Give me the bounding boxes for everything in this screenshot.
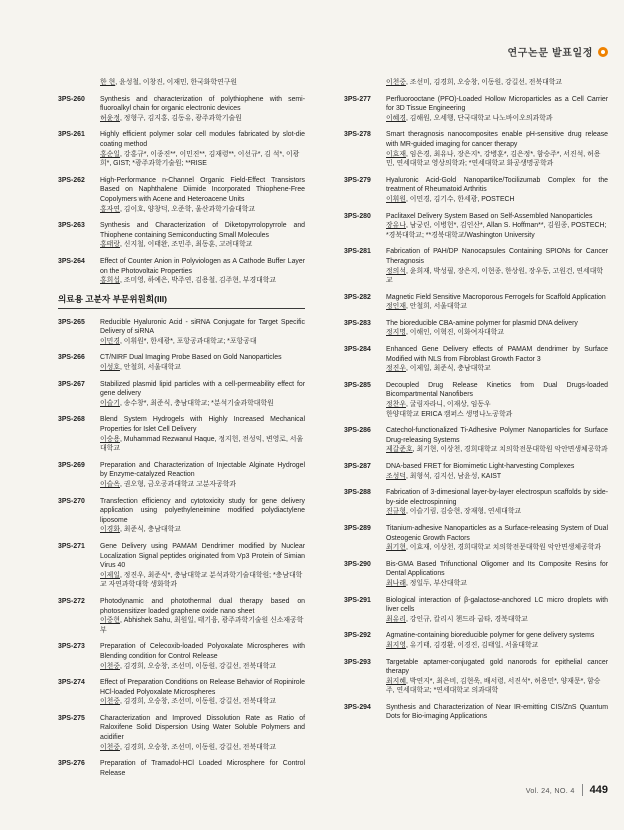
paper-authors <box>100 743 305 753</box>
first-author: 장유나 <box>386 222 406 230</box>
first-author: 최유리 <box>386 615 406 623</box>
paper-authors <box>386 641 608 651</box>
paper-title: Synthesis and Characterization of Diketopyrrolopyrrole and Thiophene containing Semiconducting Small Molecules <box>100 222 305 239</box>
paper-entry <box>58 380 305 409</box>
coauthors: , 박연지*, 최은비, 김현욱, 배서령, 서진석*, 허용민*, 양재문*, 함승주, 연세대학교; *연세대학교 의과대학 <box>386 677 601 695</box>
paper-body <box>386 247 608 285</box>
paper-body <box>386 426 608 455</box>
coauthors: , 이민경, 김기수, 한세광, POSTECH <box>405 195 515 203</box>
paper-entry <box>344 596 608 625</box>
first-author: 한 현 <box>100 79 116 86</box>
first-author: 정진우 <box>386 365 406 373</box>
paper-body <box>100 415 305 453</box>
first-author: 홍희섭 <box>100 277 120 285</box>
paper-title: Hyaluronic Acid-Gold Nanopartilce/Tocilizumab Complex for the treatment of Rheumatoid Arthritis <box>386 176 608 194</box>
paper-code: 3PS-274 <box>58 679 85 687</box>
paper-body <box>386 319 608 338</box>
coauthors: , 이슬기림, 김승현, 장재형, 연세대학교 <box>405 508 522 516</box>
first-author: 홍순일 <box>100 150 120 158</box>
first-author: 정지명 <box>386 329 406 337</box>
paper-entry <box>344 426 608 455</box>
paper-body <box>100 714 305 752</box>
paper-body <box>100 78 305 88</box>
paper-affiliation: 한양대학교 ERICA 캠퍼스 생명나노공학과 <box>386 410 513 418</box>
paper-title: Highly efficient polymer solar cell modules fabricated by slot-die coating method <box>100 131 305 148</box>
paper-authors <box>386 543 608 553</box>
paper-authors <box>386 472 608 482</box>
first-author: 이혜경 <box>386 114 406 122</box>
paper-code: 3PS-269 <box>58 461 85 469</box>
paper-body <box>100 759 305 778</box>
first-author: 이중현 <box>100 617 120 625</box>
paper-entry <box>58 95 305 124</box>
paper-code: 3PS-285 <box>344 381 371 389</box>
paper-entry <box>344 488 608 517</box>
paper-title: Fabrication of 3-dimesional layer-by-layer electrospun scaffolds by side-by-side electrospinning <box>386 489 608 506</box>
paper-code: 3PS-287 <box>344 463 371 470</box>
paper-title: Effect of Counter Anion in Polyviologen as A Cathode Buffer Layer on the Photovoltaic Properties <box>100 257 305 275</box>
paper-title: Titanium-adhesive Nanoparticles as a Surface-releasing System of Dual Osteogenic Growth Factors <box>386 524 608 542</box>
paper-body <box>100 380 305 409</box>
paper-entry <box>58 642 305 671</box>
coauthors: , 김이호, 양창덕, 오준학, 울산과학기술대학교 <box>119 205 256 213</box>
paper-authors <box>100 616 305 635</box>
paper-code: 3PS-272 <box>58 597 85 605</box>
paper-code: 3PS-268 <box>58 416 85 424</box>
paper-body <box>386 345 608 374</box>
paper-code: 3PS-277 <box>344 95 371 103</box>
coauthors: , 조선미, 김경희, 오승창, 이동원, 강길선, 전북대학교 <box>405 79 563 86</box>
paper-authors <box>386 615 608 625</box>
coauthors: , 이효재, 이상천, 경희대학교 치의학전문대학원 악안면생체공학과 <box>405 544 602 552</box>
first-author: 최지혜 <box>386 677 406 685</box>
coauthors: , 김경희, 오승창, 조선미, 이동원, 강길선, 전북대학교 <box>119 662 277 670</box>
paper-title: Agmatine-containing bioreducible polymer for gene delivery systems <box>386 632 595 640</box>
left-column <box>58 78 305 785</box>
first-author: 이승용 <box>100 435 120 443</box>
first-author: 최기현 <box>386 544 406 552</box>
paper-title: Photodynamic and photothermal dual therapy based on photosensitizer loaded graphene oxide nano sheet <box>100 597 305 615</box>
coauthors: , 최형석, 김지선, 남윤성, KAIST <box>405 472 502 480</box>
paper-title: Catechol-functionalized Ti-Adhesive Polymer Nanoparticles for Surface Drug-releasing Systems <box>386 427 608 444</box>
paper-entry <box>58 257 305 286</box>
paper-code: 3PS-275 <box>58 714 85 722</box>
paper-title: Targetable aptamer-conjugated gold nanorods for epithelial cancer therapy <box>386 658 608 676</box>
paper-entry <box>58 497 305 535</box>
paper-entry <box>58 714 305 752</box>
paper-title: Gene Delivery using PAMAM Dendrimer modified by Nuclear Localization Signal peptides originated from Vp3 Protein of Simian Virus 40 <box>100 542 305 570</box>
first-author: 이효재 <box>386 150 406 158</box>
coauthors: , 정진우, 최준식*, 충남대학교 분석과학기술대학원; *충남대학교 자연과학대학 생화학과 <box>100 571 303 589</box>
paper-code: 3PS-281 <box>344 248 371 256</box>
paper-authors <box>100 205 305 215</box>
paper-body <box>100 130 305 168</box>
first-author: 정인재 <box>386 303 406 311</box>
paper-title: Blend System Hydrogels with Highly Increased Mechanical Properties for Islet Cell Delivery <box>100 416 305 434</box>
section-title: 의료용 고분자 부문위원회(III) <box>58 293 167 304</box>
paper-authors <box>100 363 305 373</box>
header-circle-icon <box>598 47 608 57</box>
paper-title: Preparation of Celecoxib-loaded Polyoxalate Microspheres with Blending condition for Control Release <box>100 643 305 660</box>
paper-body <box>386 293 608 312</box>
paper-authors <box>100 525 305 535</box>
paper-body <box>100 257 305 286</box>
paper-code: 3PS-271 <box>58 542 85 550</box>
paper-authors <box>100 114 305 124</box>
paper-authors <box>100 337 305 347</box>
first-author: 정의석 <box>386 267 406 275</box>
first-author: 이천중 <box>386 79 406 86</box>
coauthors: , 최준식, 충남대학교 <box>119 526 181 534</box>
coauthors: , 이해인, 이혁진, 이화여자대학교 <box>405 329 504 337</box>
coauthors: , 굴림자라니, 이재상, 임동우 <box>405 401 491 409</box>
paper-body <box>100 678 305 707</box>
paper-authors <box>386 150 608 169</box>
paper-entry <box>58 353 305 372</box>
paper-entry <box>344 658 608 696</box>
coauthors: , 윤희재, 박성필, 장은지, 이현종, 한상원, 장우동, 고원건, 연세대학교 <box>386 267 604 285</box>
paper-title: Fabrication of PAH/DP Nanocapsules Containing SPIONs for Cancer Theragnosis <box>386 248 608 265</box>
paper-authors <box>386 445 608 455</box>
paper-entry <box>58 221 305 250</box>
paper-title: Synthesis and Characterization of Near IR-emitting CIS/ZnS Quantum Dots for Bio-imaging Applications <box>386 703 608 721</box>
coauthors: , 정형구, 김지홍, 김동유, 광주과학기술원 <box>119 114 242 122</box>
paper-title: Bis-GMA Based Trifunctional Oligomer and Its Composite Resins for Dental Applications <box>386 560 608 578</box>
paper-body <box>386 658 608 696</box>
paper-entry <box>344 212 608 241</box>
paper-body <box>386 381 608 419</box>
first-author: 정찬우 <box>386 401 406 409</box>
paper-entry <box>58 176 305 214</box>
paper-code: 3PS-280 <box>344 212 371 220</box>
paper-authors <box>100 662 305 672</box>
paper-authors <box>386 677 608 696</box>
paper-code: 3PS-288 <box>344 489 371 497</box>
coauthors: , 김경희, 오승창, 조선미, 이동원, 강길선, 전북대학교 <box>119 743 277 751</box>
paper-body <box>386 462 608 481</box>
paper-code: 3PS-294 <box>344 703 371 711</box>
paper-body <box>100 318 305 347</box>
paper-code: 3PS-264 <box>58 257 85 265</box>
paper-title: Biological interaction of β-galactose-anchored LC micro droplets with liver cells <box>386 596 608 614</box>
paper-code: 3PS-293 <box>344 658 371 666</box>
page-header <box>508 44 608 59</box>
coauthors: , Muhammad Rezwanul Haque, 정지헌, 전성익, 변영로, 서울대학교 <box>100 435 304 453</box>
coauthors: , 신지철, 이태완, 조민주, 최동훈, 고려대학교 <box>119 241 253 249</box>
footer-volume: Vol. 24, NO. 4 <box>525 785 575 795</box>
paper-entry <box>344 631 608 650</box>
paper-code: 3PS-273 <box>58 643 85 651</box>
paper-title: Preparation and Characterization of Injectable Alginate Hydrogel by Enzyme-catalyzed Reaction <box>100 461 305 479</box>
paper-authors <box>386 507 608 517</box>
paper-code: 3PS-290 <box>344 560 371 568</box>
paper-authors <box>100 240 305 250</box>
first-author: 이민경 <box>100 337 120 345</box>
paper-authors <box>386 400 608 410</box>
paper-code: 3PS-284 <box>344 346 371 354</box>
coauthors: , 강홍규*, 이종진**, 이민진**, 김재령**, 이선규*, 김 석*, 이광희*, GIST; *광주과학기술원; **RISE <box>100 150 300 168</box>
paper-title: Enhanced Gene Delivery effects of PAMAM dendrimer by Surface Modified with NLS from Fibroblast Growth Factor 3 <box>386 346 608 363</box>
paper-code: 3PS-282 <box>344 293 371 301</box>
paper-entry <box>58 78 305 88</box>
page-header-title: 연구논문 발표일정 <box>507 48 593 59</box>
paper-entry <box>344 319 608 338</box>
paper-title: Stabilized plasmid lipid particles with a cell-permeability effect for gene delivery <box>100 380 305 398</box>
coauthors: , 임은경, 최유나, 장은지*, 강병훈*, 김은정*, 함승주*, 서진석, 허용민, 연세대학교 영상의학과; *연세대학교 화공생명공학과 <box>386 150 601 168</box>
paper-authors <box>386 114 608 124</box>
paper-body <box>100 461 305 490</box>
paper-title: Transfection efficiency and cytotoxicity study for gene delivery application using polyethyleneimine modified polydiactylene liposome <box>100 497 305 524</box>
paper-body <box>386 176 608 205</box>
first-author: 이성호 <box>100 364 120 372</box>
coauthors: , 김해원, 오세행, 단국대학교 나노바이오의과학과 <box>405 114 553 122</box>
footer-divider <box>582 784 583 796</box>
coauthors: , 남궁린, 이병헌*, 김인산*, Allan S. Hoffman**, 김원종, POSTECH; *경북대학교; **경북대학교/Washington University <box>386 222 607 239</box>
coauthors: , Abhishek Sahu, 최원일, 태기융, 광주과학기술원 신소재공학부 <box>100 617 304 634</box>
first-author: 이휘원 <box>386 195 406 203</box>
paper-title: Paclitaxel Delivery System Based on Self-Assembled Nanoparticles <box>386 212 593 220</box>
paper-title: High-Performance n-Channel Organic Field-Effect Transistors Based on Naphthalene Diimide Incorporated Thiophene-Free Copolymers with Acene and Heteroacene Units <box>100 176 305 203</box>
paper-entry <box>58 318 305 347</box>
paper-code: 3PS-286 <box>344 427 371 435</box>
paper-code: 3PS-279 <box>344 176 371 184</box>
paper-authors <box>386 328 608 338</box>
paper-body <box>386 130 608 168</box>
paper-authors <box>100 276 305 286</box>
first-author: 이슬기 <box>100 399 120 407</box>
first-author: 홍자연 <box>100 205 120 213</box>
first-author: 이천중 <box>100 662 120 670</box>
first-author: 조성덕 <box>386 472 406 480</box>
paper-code: 3PS-289 <box>344 524 371 532</box>
paper-body <box>386 631 608 650</box>
paper-entry <box>58 461 305 490</box>
paper-code: 3PS-278 <box>344 131 371 139</box>
paper-body <box>100 176 305 214</box>
paper-title: Smart theragnosis nanocomposites enable pH-sensitive drug release with MR-guided imaging for cancer therapy <box>386 131 608 148</box>
right-column <box>344 78 608 729</box>
paper-entry <box>344 345 608 374</box>
paper-title: Decoupled Drug Release Kinetics from Dual Drugs-loaded Bicompartmental Nanofibers <box>386 381 608 399</box>
first-author: 이제일 <box>100 571 120 579</box>
paper-code: 3PS-270 <box>58 497 85 505</box>
coauthors: , 권오형, 금오공과대학교 고분자공학과 <box>119 481 237 488</box>
paper-authors <box>100 697 305 707</box>
paper-authors <box>386 302 608 312</box>
paper-entry <box>58 597 305 635</box>
paper-body <box>386 488 608 517</box>
paper-authors <box>100 571 305 590</box>
paper-code: 3PS-276 <box>58 760 85 768</box>
coauthors: , 최기현, 이상천, 경희대학교 치의학전문대학원 악안면생체공학과 <box>412 446 608 454</box>
paper-entry <box>58 759 305 778</box>
paper-authors <box>100 78 305 88</box>
first-author: 이천중 <box>100 698 120 706</box>
paper-title: Characterization and Improved Dissolution Rate as Ratio of Raloxifene Solid Dispersion Using Water Soluble Polymers and acidifier <box>100 714 305 742</box>
paper-body <box>100 497 305 535</box>
paper-code: 3PS-267 <box>58 380 85 388</box>
coauthors: , 이제일, 최준식, 충남대학교 <box>405 365 491 373</box>
paper-title: DNA-based FRET for Biomimetic Light-harvesting Complexes <box>386 463 575 470</box>
paper-title: Reducible Hyaluronic Acid - siRNA Conjugate for Target Specific Delivery of siRNA <box>100 318 305 336</box>
paper-body <box>100 353 305 372</box>
coauthors: , 정일두, 부산대학교 <box>405 579 467 587</box>
coauthors: , 송수창*, 최준식, 충남대학교; *분석기술과학대학원 <box>119 399 274 407</box>
first-author: 이슬옥 <box>100 481 120 488</box>
coauthors: , 조미영, 하예은, 박주연, 김용철, 김주현, 부경대학교 <box>119 277 277 285</box>
paper-code: 3PS-263 <box>58 222 85 230</box>
paper-code <box>58 78 100 88</box>
first-author: 허윤정 <box>100 114 120 122</box>
paper-authors <box>100 435 305 454</box>
paper-code: 3PS-261 <box>58 131 85 139</box>
paper-authors <box>100 399 305 409</box>
paper-entry <box>344 176 608 205</box>
paper-body <box>100 221 305 250</box>
coauthors: , 안철희, 서울대학교 <box>405 303 467 311</box>
paper-authors <box>386 195 608 205</box>
paper-entry <box>344 247 608 285</box>
coauthors: , 유기태, 김경환, 이경진, 김태일, 서울대학교 <box>405 641 539 649</box>
coauthors: , 안철희, 서울대학교 <box>119 364 181 372</box>
paper-entry <box>344 95 608 124</box>
paper-code: 3PS-266 <box>58 354 85 362</box>
paper-body <box>100 95 305 124</box>
paper-entry <box>344 703 608 722</box>
paper-body <box>100 642 305 671</box>
paper-body <box>100 597 305 635</box>
paper-code: 3PS-283 <box>344 319 371 327</box>
paper-authors <box>386 579 608 589</box>
paper-body <box>386 95 608 124</box>
paper-authors <box>386 364 608 374</box>
first-author: 최나래 <box>386 579 406 587</box>
paper-authors <box>386 78 608 88</box>
coauthors: , 이휘원*, 한세광*, 포항공과대학교; *포항공대 <box>119 337 257 345</box>
paper-authors <box>386 221 608 240</box>
paper-body <box>386 524 608 553</box>
paper-entry <box>58 130 305 168</box>
paper-title: The bioreducible CBA-amine polymer for plasmid DNA delivery <box>386 319 578 327</box>
paper-title: Magnetic Field Sensitive Macroporous Ferrogels for Scaffold Application <box>386 293 606 301</box>
paper-code: 3PS-260 <box>58 95 85 103</box>
paper-entry <box>344 524 608 553</box>
paper-title: CT/NIRF Dual Imaging Probe Based on Gold Nanoparticles <box>100 354 282 362</box>
first-author: 제갈준호 <box>386 446 413 454</box>
paper-title: Perfluorooctane (PFO)-Loaded Hollow Microparticles as a Cell Carrier for 3D Tissue Engineering <box>386 95 608 113</box>
paper-entry <box>344 293 608 312</box>
section-header <box>58 293 305 309</box>
paper-body <box>386 703 608 722</box>
paper-body <box>386 78 608 88</box>
paper-entry <box>344 130 608 168</box>
paper-authors <box>386 267 608 286</box>
paper-entry <box>344 381 608 419</box>
first-author: 이경화 <box>100 526 120 534</box>
paper-authors <box>100 150 305 169</box>
coauthors: , 강인규, 칼리시 챈드라 굽타, 경북대학교 <box>405 615 528 623</box>
coauthors: , 윤성철, 이창진, 이재민, 한국화학연구원 <box>115 79 238 86</box>
first-author: 진규형 <box>386 508 406 516</box>
paper-entry <box>58 542 305 590</box>
paper-entry <box>344 560 608 589</box>
paper-code: 3PS-262 <box>58 176 85 184</box>
paper-body <box>386 596 608 625</box>
first-author: 최지영 <box>386 641 406 649</box>
paper-code: 3PS-291 <box>344 596 371 604</box>
paper-title: Synthesis and characterization of polythiophene with semi-fluoroalkyl chain for organic electronic devices <box>100 95 305 113</box>
paper-authors <box>100 480 305 490</box>
paper-entry <box>58 678 305 707</box>
paper-entry <box>344 462 608 481</box>
coauthors: , 김경희, 오승창, 조선미, 이동원, 강길선, 전북대학교 <box>119 698 277 706</box>
paper-code <box>344 78 386 88</box>
first-author: 홍태랑 <box>100 241 120 249</box>
page-footer <box>526 784 608 796</box>
paper-title: Preparation of Tramadol-HCl Loaded Microsphere for Control Release <box>100 760 305 777</box>
paper-body <box>100 542 305 590</box>
paper-code: 3PS-265 <box>58 318 85 326</box>
paper-entry <box>58 415 305 453</box>
paper-code: 3PS-292 <box>344 632 371 640</box>
paper-title: Effect of Preparation Conditions on Release Behavior of Ropinirole HCl-loaded Polyoxalate Microspheres <box>100 679 305 696</box>
paper-body <box>386 212 608 241</box>
first-author: 이천중 <box>100 743 120 751</box>
paper-body <box>386 560 608 589</box>
paper-entry <box>344 78 608 88</box>
footer-page-number: 449 <box>589 784 608 796</box>
